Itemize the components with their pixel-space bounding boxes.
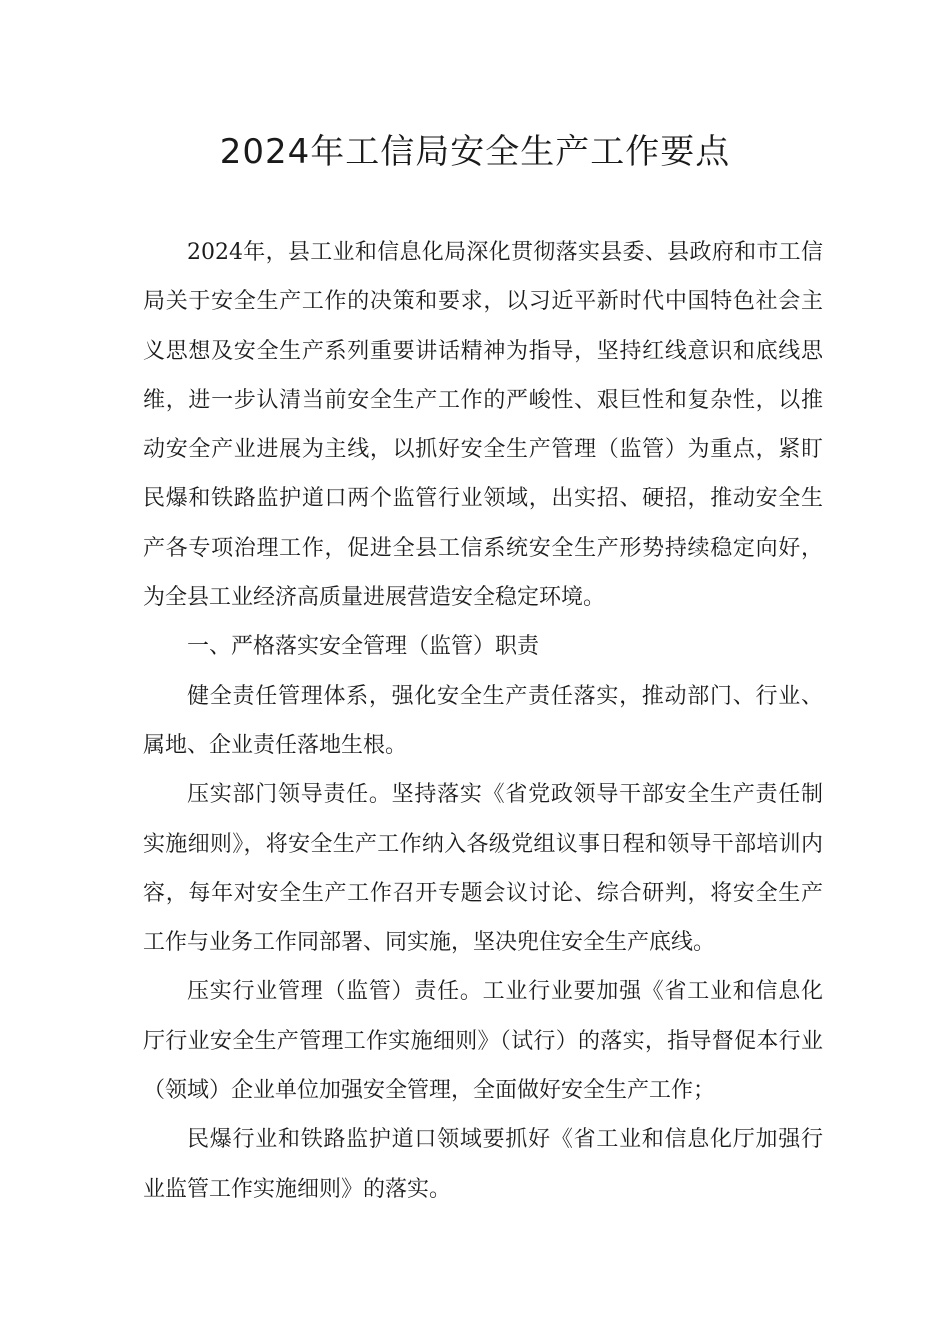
body-paragraph: 民爆行业和铁路监护道口领域要抓好《省工业和信息化厅加强行业监管工作实施细则》的落实。 — [143, 1127, 823, 1202]
body-paragraph: 健全责任管理体系，强化安全生产责任落实，推动部门、行业、属地、企业责任落地生根。 — [143, 683, 823, 758]
body-paragraph: 压实部门领导责任。坚持落实《省党政领导干部安全生产责任制实施细则》，将安全生产工作纳入各级党组议事日程和领导干部培训内容，每年对安全生产工作召开专题会议讨论、综合研判，将安全生产工作与业务工作同部署、同实施，坚决兜住安全生产底线。 — [143, 782, 823, 956]
document-title: 2024年工信局安全生产工作要点 — [219, 132, 731, 172]
section-heading: 一、严格落实安全管理（监管）职责 — [187, 634, 540, 660]
intro-paragraph: 2024年，县工业和信息化局深化贯彻落实县委、县政府和市工信局关于安全生产工作的决策和要求，以习近平新时代中国特色社会主义思想及安全生产系列重要讲话精神为指导，坚持红线意识和底线思维，进一步认清当前安全生产工作的严峻性、艰巨性和复杂性，以推动安全产业进展为主线，以抓好安全生产管理（监管）为重点，紧盯民爆和铁路监护道口两个监管行业领域，出实招、硬招，推动安全生产各专项治理工作，促进全县工信系统安全生产形势持续稳定向好，为全县工业经济高质量进展营造安全稳定环境。 — [143, 240, 823, 611]
body-paragraph: 压实行业管理（监管）责任。工业行业要加强《省工业和信息化厅行业安全生产管理工作实施细则》（试行）的落实，指导督促本行业（领域）企业单位加强安全管理，全面做好安全生产工作； — [143, 979, 823, 1104]
document-body — [143, 228, 823, 1214]
